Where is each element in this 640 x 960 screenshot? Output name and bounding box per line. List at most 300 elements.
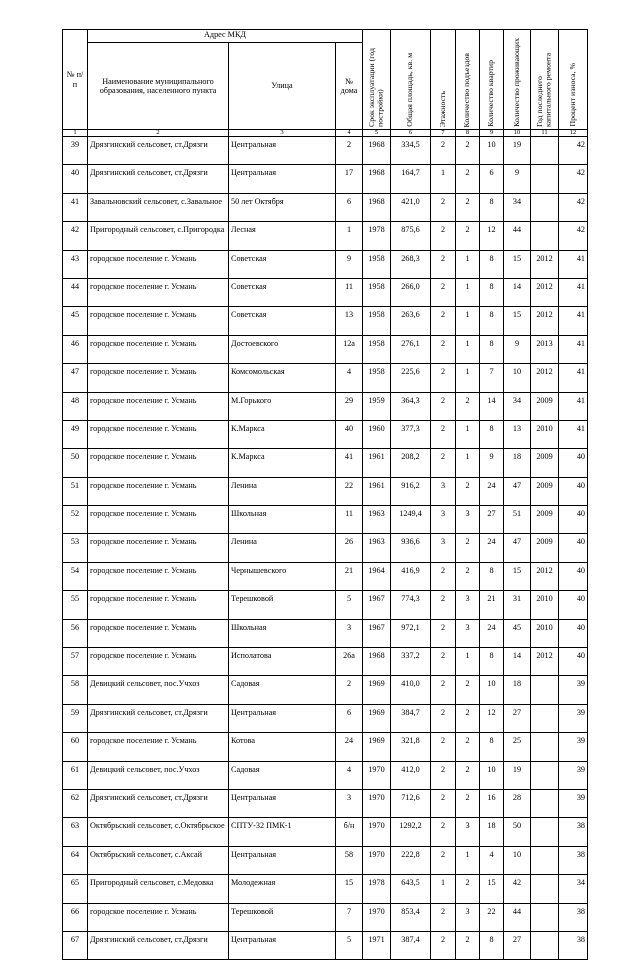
row-number: 54 <box>63 562 88 590</box>
residents-cell: 34 <box>504 392 531 420</box>
table-row <box>63 534 588 562</box>
floors-cell: 2 <box>431 648 456 676</box>
row-number: 53 <box>63 534 88 562</box>
year-cell: 1960 <box>363 420 391 448</box>
entrances-cell: 3 <box>456 506 480 534</box>
house-cell: 9 <box>336 250 363 278</box>
street-cell: Садовая <box>229 761 336 789</box>
year-cell: 1970 <box>363 818 391 846</box>
wear-cell: 41 <box>559 250 588 278</box>
row-number: 57 <box>63 648 88 676</box>
year-cell: 1963 <box>363 506 391 534</box>
residents-cell: 47 <box>504 477 531 505</box>
entrances-cell: 1 <box>456 846 480 874</box>
residents-cell: 9 <box>504 335 531 363</box>
header-wear: Процент износа, % <box>567 63 577 127</box>
house-cell: 5 <box>336 591 363 619</box>
header-apartments: Количество квартир <box>486 60 496 127</box>
entrances-cell: 1 <box>456 420 480 448</box>
row-number: 65 <box>63 875 88 903</box>
floors-cell: 2 <box>431 278 456 306</box>
street-cell: Терешковой <box>229 591 336 619</box>
table-row <box>63 392 588 420</box>
floors-cell: 2 <box>431 420 456 448</box>
wear-cell: 42 <box>559 193 588 221</box>
residents-cell: 25 <box>504 733 531 761</box>
table-row <box>63 931 588 959</box>
row-number: 46 <box>63 335 88 363</box>
table-row <box>63 278 588 306</box>
year-cell: 1969 <box>363 733 391 761</box>
header-apartments-cell <box>480 30 504 130</box>
table-row <box>63 648 588 676</box>
year-cell: 1958 <box>363 307 391 335</box>
header-number: № п/п <box>63 30 88 130</box>
wear-cell: 39 <box>559 676 588 704</box>
row-number: 44 <box>63 278 88 306</box>
house-cell: б/н <box>336 818 363 846</box>
year-cell: 1978 <box>363 222 391 250</box>
apartments-cell: 8 <box>480 648 504 676</box>
street-cell: Центральная <box>229 165 336 193</box>
municipality-cell: городское поселение г. Усмань <box>88 278 229 306</box>
street-cell: Советская <box>229 250 336 278</box>
floors-cell: 2 <box>431 931 456 959</box>
entrances-cell: 1 <box>456 335 480 363</box>
table-row <box>63 250 588 278</box>
year-cell: 1961 <box>363 477 391 505</box>
street-cell: Котова <box>229 733 336 761</box>
repair-year-cell <box>531 676 559 704</box>
repair-year-cell <box>531 193 559 221</box>
apartments-cell: 24 <box>480 619 504 647</box>
entrances-cell: 1 <box>456 250 480 278</box>
municipality-cell: городское поселение г. Усмань <box>88 903 229 931</box>
repair-year-cell <box>531 165 559 193</box>
repair-year-cell: 2010 <box>531 420 559 448</box>
apartments-cell: 21 <box>480 591 504 619</box>
row-number: 55 <box>63 591 88 619</box>
house-cell: 3 <box>336 789 363 817</box>
street-cell: Школьная <box>229 619 336 647</box>
row-number: 60 <box>63 733 88 761</box>
row-number: 40 <box>63 165 88 193</box>
house-cell: 58 <box>336 846 363 874</box>
wear-cell: 40 <box>559 591 588 619</box>
column-number: 8 <box>456 130 480 137</box>
residents-cell: 27 <box>504 704 531 732</box>
row-number: 50 <box>63 449 88 477</box>
entrances-cell: 2 <box>456 733 480 761</box>
area-cell: 222,8 <box>391 846 431 874</box>
table-row <box>63 137 588 165</box>
wear-cell: 38 <box>559 931 588 959</box>
wear-cell: 41 <box>559 278 588 306</box>
street-cell: Школьная <box>229 506 336 534</box>
house-cell: 1 <box>336 222 363 250</box>
table-row <box>63 591 588 619</box>
year-cell: 1964 <box>363 562 391 590</box>
header-area: Общая площадь, кв. м <box>405 53 415 127</box>
table-row <box>63 364 588 392</box>
residents-cell: 13 <box>504 420 531 448</box>
header-area-cell <box>391 30 431 130</box>
residents-cell: 14 <box>504 648 531 676</box>
repair-year-cell <box>531 222 559 250</box>
row-number: 56 <box>63 619 88 647</box>
apartments-cell: 7 <box>480 364 504 392</box>
area-cell: 377,3 <box>391 420 431 448</box>
wear-cell: 39 <box>559 733 588 761</box>
residents-cell: 27 <box>504 931 531 959</box>
year-cell: 1968 <box>363 648 391 676</box>
table-row <box>63 335 588 363</box>
apartments-cell: 10 <box>480 761 504 789</box>
floors-cell: 1 <box>431 165 456 193</box>
repair-year-cell <box>531 846 559 874</box>
wear-cell: 42 <box>559 222 588 250</box>
municipality-cell: Завальновский сельсовет, с.Завальное <box>88 193 229 221</box>
repair-year-cell: 2012 <box>531 364 559 392</box>
street-cell: СПТУ-32 ПМК-1 <box>229 818 336 846</box>
area-cell: 276,1 <box>391 335 431 363</box>
repair-year-cell: 2012 <box>531 562 559 590</box>
apartments-cell: 14 <box>480 392 504 420</box>
entrances-cell: 3 <box>456 591 480 619</box>
street-cell: Терешковой <box>229 903 336 931</box>
entrances-cell: 3 <box>456 619 480 647</box>
house-cell: 6 <box>336 704 363 732</box>
row-number: 49 <box>63 420 88 448</box>
year-cell: 1961 <box>363 449 391 477</box>
municipality-cell: городское поселение г. Усмань <box>88 619 229 647</box>
municipality-cell: Дрязгинский сельсовет, ст.Дрязги <box>88 165 229 193</box>
floors-cell: 2 <box>431 137 456 165</box>
apartments-cell: 8 <box>480 250 504 278</box>
street-cell: Чернышевского <box>229 562 336 590</box>
apartments-cell: 10 <box>480 676 504 704</box>
residents-cell: 18 <box>504 449 531 477</box>
repair-year-cell: 2012 <box>531 307 559 335</box>
header-house: № дома <box>336 43 363 130</box>
municipality-cell: городское поселение г. Усмань <box>88 648 229 676</box>
apartments-cell: 9 <box>480 449 504 477</box>
street-cell: Комсомольская <box>229 364 336 392</box>
municipality-cell: Дрязгинский сельсовет, ст.Дрязги <box>88 704 229 732</box>
municipality-cell: городское поселение г. Усмань <box>88 392 229 420</box>
year-cell: 1968 <box>363 193 391 221</box>
header-residents: Количество проживающих <box>511 38 521 127</box>
municipality-cell: городское поселение г. Усмань <box>88 591 229 619</box>
floors-cell: 2 <box>431 222 456 250</box>
municipality-cell: городское поселение г. Усмань <box>88 250 229 278</box>
residents-cell: 50 <box>504 818 531 846</box>
repair-year-cell: 2010 <box>531 619 559 647</box>
house-cell: 13 <box>336 307 363 335</box>
house-cell: 2 <box>336 676 363 704</box>
floors-cell: 2 <box>431 676 456 704</box>
table-row <box>63 307 588 335</box>
header-municipality: Наименование муниципального образования, населенного пункта <box>88 43 229 130</box>
municipality-cell: Дрязгинский сельсовет, ст.Дрязги <box>88 931 229 959</box>
table-row <box>63 789 588 817</box>
year-cell: 1963 <box>363 534 391 562</box>
area-cell: 387,4 <box>391 931 431 959</box>
row-number: 67 <box>63 931 88 959</box>
column-number: 10 <box>504 130 531 137</box>
area-cell: 774,3 <box>391 591 431 619</box>
repair-year-cell: 2009 <box>531 506 559 534</box>
residents-cell: 14 <box>504 278 531 306</box>
entrances-cell: 2 <box>456 931 480 959</box>
residents-cell: 10 <box>504 846 531 874</box>
entrances-cell: 2 <box>456 392 480 420</box>
table-row <box>63 193 588 221</box>
entrances-cell: 1 <box>456 364 480 392</box>
residents-cell: 10 <box>504 364 531 392</box>
column-number-row <box>63 130 588 137</box>
municipality-cell: Девицкий сельсовет, пос.Учхоз <box>88 761 229 789</box>
repair-year-cell: 2012 <box>531 648 559 676</box>
year-cell: 1970 <box>363 761 391 789</box>
year-cell: 1971 <box>363 931 391 959</box>
area-cell: 643,5 <box>391 875 431 903</box>
area-cell: 936,6 <box>391 534 431 562</box>
area-cell: 853,4 <box>391 903 431 931</box>
row-number: 45 <box>63 307 88 335</box>
entrances-cell: 2 <box>456 875 480 903</box>
floors-cell: 2 <box>431 562 456 590</box>
column-number: 12 <box>559 130 588 137</box>
floors-cell: 2 <box>431 193 456 221</box>
floors-cell: 2 <box>431 250 456 278</box>
entrances-cell: 2 <box>456 761 480 789</box>
floors-cell: 2 <box>431 846 456 874</box>
street-cell: Центральная <box>229 846 336 874</box>
wear-cell: 39 <box>559 704 588 732</box>
municipality-cell: городское поселение г. Усмань <box>88 364 229 392</box>
floors-cell: 2 <box>431 449 456 477</box>
repair-year-cell <box>531 137 559 165</box>
header-floors: Этажность <box>437 90 447 127</box>
area-cell: 337,2 <box>391 648 431 676</box>
street-cell: Исполатова <box>229 648 336 676</box>
house-cell: 26 <box>336 534 363 562</box>
column-number: 9 <box>480 130 504 137</box>
repair-year-cell <box>531 875 559 903</box>
house-cell: 5 <box>336 931 363 959</box>
year-cell: 1969 <box>363 704 391 732</box>
table-row <box>63 704 588 732</box>
apartments-cell: 24 <box>480 534 504 562</box>
floors-cell: 3 <box>431 534 456 562</box>
table-row <box>63 449 588 477</box>
apartments-cell: 12 <box>480 222 504 250</box>
residents-cell: 19 <box>504 137 531 165</box>
area-cell: 384,7 <box>391 704 431 732</box>
wear-cell: 41 <box>559 335 588 363</box>
municipality-cell: Октябрьский сельсовет, с.Аксай <box>88 846 229 874</box>
street-cell: Центральная <box>229 137 336 165</box>
table-row <box>63 506 588 534</box>
floors-cell: 2 <box>431 591 456 619</box>
residents-cell: 34 <box>504 193 531 221</box>
street-cell: М.Горького <box>229 392 336 420</box>
wear-cell: 41 <box>559 307 588 335</box>
house-cell: 21 <box>336 562 363 590</box>
row-number: 47 <box>63 364 88 392</box>
wear-cell: 38 <box>559 846 588 874</box>
house-cell: 17 <box>336 165 363 193</box>
repair-year-cell <box>531 704 559 732</box>
street-cell: Центральная <box>229 704 336 732</box>
residents-cell: 15 <box>504 562 531 590</box>
street-cell: Садовая <box>229 676 336 704</box>
year-cell: 1958 <box>363 364 391 392</box>
wear-cell: 40 <box>559 619 588 647</box>
municipality-cell: городское поселение г. Усмань <box>88 307 229 335</box>
residents-cell: 18 <box>504 676 531 704</box>
area-cell: 321,8 <box>391 733 431 761</box>
row-number: 63 <box>63 818 88 846</box>
area-cell: 410,0 <box>391 676 431 704</box>
row-number: 43 <box>63 250 88 278</box>
year-cell: 1969 <box>363 676 391 704</box>
street-cell: Советская <box>229 278 336 306</box>
column-number: 7 <box>431 130 456 137</box>
row-number: 52 <box>63 506 88 534</box>
wear-cell: 42 <box>559 137 588 165</box>
floors-cell: 2 <box>431 761 456 789</box>
house-cell: 24 <box>336 733 363 761</box>
header-street: Улица <box>229 43 336 130</box>
street-cell: Достоевского <box>229 335 336 363</box>
column-number: 6 <box>391 130 431 137</box>
year-cell: 1959 <box>363 392 391 420</box>
header-wear-cell <box>559 30 588 130</box>
street-cell: Центральная <box>229 789 336 817</box>
row-number: 64 <box>63 846 88 874</box>
residents-cell: 42 <box>504 875 531 903</box>
apartments-cell: 12 <box>480 704 504 732</box>
house-cell: 7 <box>336 903 363 931</box>
row-number: 61 <box>63 761 88 789</box>
entrances-cell: 1 <box>456 278 480 306</box>
year-cell: 1968 <box>363 137 391 165</box>
residents-cell: 9 <box>504 165 531 193</box>
entrances-cell: 3 <box>456 818 480 846</box>
apartments-cell: 22 <box>480 903 504 931</box>
apartments-cell: 8 <box>480 307 504 335</box>
street-cell: Ленина <box>229 534 336 562</box>
table-row <box>63 165 588 193</box>
table-row <box>63 676 588 704</box>
apartments-cell: 15 <box>480 875 504 903</box>
municipality-cell: Октябрьский сельсовет, с.Октябрьское <box>88 818 229 846</box>
wear-cell: 39 <box>559 789 588 817</box>
entrances-cell: 2 <box>456 137 480 165</box>
area-cell: 364,3 <box>391 392 431 420</box>
house-cell: 11 <box>336 506 363 534</box>
municipality-cell: городское поселение г. Усмань <box>88 477 229 505</box>
apartments-cell: 10 <box>480 137 504 165</box>
repair-year-cell <box>531 818 559 846</box>
row-number: 39 <box>63 137 88 165</box>
street-cell: 50 лет Октября <box>229 193 336 221</box>
residents-cell: 31 <box>504 591 531 619</box>
floors-cell: 2 <box>431 818 456 846</box>
header-address-group: Адрес МКД <box>88 30 363 43</box>
house-cell: 15 <box>336 875 363 903</box>
area-cell: 334,5 <box>391 137 431 165</box>
area-cell: 164,7 <box>391 165 431 193</box>
header-year-cell <box>363 30 391 130</box>
municipality-cell: городское поселение г. Усмань <box>88 534 229 562</box>
floors-cell: 2 <box>431 704 456 732</box>
residents-cell: 44 <box>504 222 531 250</box>
table-row <box>63 818 588 846</box>
row-number: 41 <box>63 193 88 221</box>
table-body <box>63 137 588 960</box>
entrances-cell: 3 <box>456 903 480 931</box>
year-cell: 1978 <box>363 875 391 903</box>
house-cell: 12а <box>336 335 363 363</box>
entrances-cell: 1 <box>456 648 480 676</box>
street-cell: Молодежная <box>229 875 336 903</box>
area-cell: 412,0 <box>391 761 431 789</box>
entrances-cell: 2 <box>456 165 480 193</box>
header-year: Срок эксплуатации (год постройки) <box>366 48 385 127</box>
repair-year-cell: 2009 <box>531 392 559 420</box>
year-cell: 1958 <box>363 250 391 278</box>
wear-cell: 40 <box>559 648 588 676</box>
wear-cell: 34 <box>559 875 588 903</box>
house-cell: 4 <box>336 761 363 789</box>
header-repair-cell <box>531 30 559 130</box>
wear-cell: 38 <box>559 818 588 846</box>
wear-cell: 41 <box>559 364 588 392</box>
repair-year-cell: 2009 <box>531 449 559 477</box>
repair-year-cell <box>531 903 559 931</box>
row-number: 48 <box>63 392 88 420</box>
year-cell: 1970 <box>363 903 391 931</box>
area-cell: 208,2 <box>391 449 431 477</box>
municipality-cell: городское поселение г. Усмань <box>88 506 229 534</box>
floors-cell: 2 <box>431 307 456 335</box>
floors-cell: 2 <box>431 789 456 817</box>
residents-cell: 44 <box>504 903 531 931</box>
entrances-cell: 2 <box>456 704 480 732</box>
entrances-cell: 2 <box>456 222 480 250</box>
residents-cell: 19 <box>504 761 531 789</box>
repair-year-cell: 2013 <box>531 335 559 363</box>
area-cell: 266,0 <box>391 278 431 306</box>
row-number: 42 <box>63 222 88 250</box>
wear-cell: 40 <box>559 562 588 590</box>
floors-cell: 1 <box>431 875 456 903</box>
municipality-cell: городское поселение г. Усмань <box>88 733 229 761</box>
floors-cell: 3 <box>431 506 456 534</box>
area-cell: 972,1 <box>391 619 431 647</box>
entrances-cell: 2 <box>456 562 480 590</box>
entrances-cell: 1 <box>456 307 480 335</box>
area-cell: 263,6 <box>391 307 431 335</box>
residents-cell: 15 <box>504 250 531 278</box>
repair-year-cell: 2009 <box>531 534 559 562</box>
apartments-cell: 27 <box>480 506 504 534</box>
street-cell: Лесная <box>229 222 336 250</box>
header-residents-cell <box>504 30 531 130</box>
